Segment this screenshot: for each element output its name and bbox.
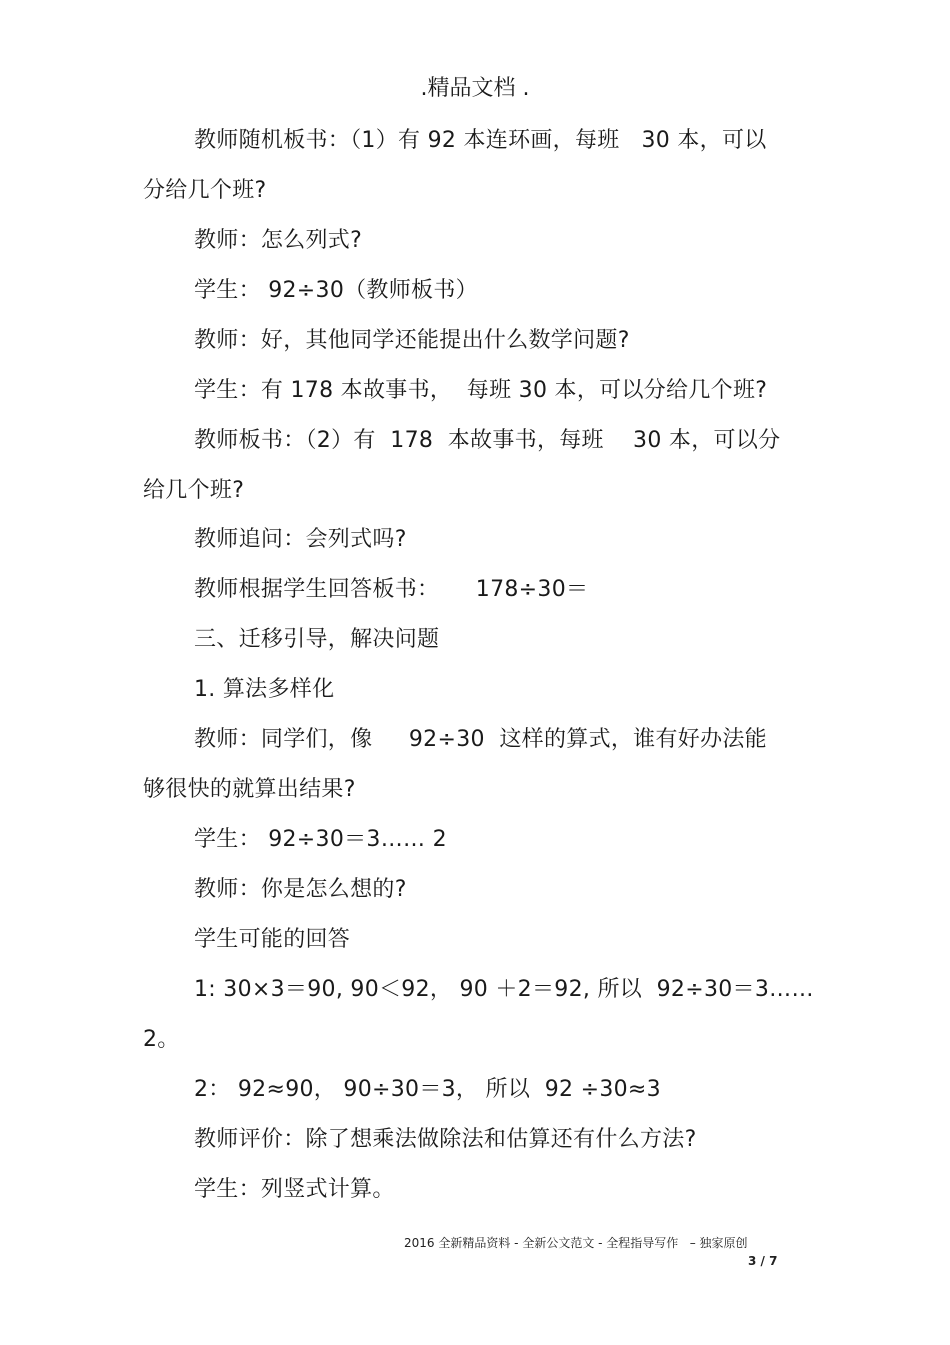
text-line: 够很快的就算出结果?: [143, 777, 356, 802]
page-number: 3 / 7: [748, 1254, 778, 1268]
text-line: 教师：同学们，像 92÷30 这样的算式，谁有好办法能: [194, 727, 767, 752]
text-line: 教师追问：会列式吗?: [194, 527, 407, 552]
page-header: .精品文档 .: [420, 76, 530, 101]
text-line: 分给几个班?: [143, 178, 267, 203]
text-line: 教师：你是怎么想的?: [194, 877, 407, 902]
text-line: 教师：好，其他同学还能提出什么数学问题?: [194, 328, 630, 353]
text-line: 教师评价：除了想乘法做除法和估算还有什么方法?: [194, 1127, 697, 1152]
text-line: 1: 30×3＝90, 90＜92， 90 ＋2＝92, 所以 92÷30＝3……: [194, 977, 814, 1002]
text-line: 2。: [143, 1027, 180, 1052]
page-footer: 2016 全新精品资料 - 全新公文范文 - 全程指导写作 – 独家原创: [404, 1236, 748, 1250]
text-line: 2： 92≈90， 90÷30＝3， 所以 92 ÷30≈3: [194, 1077, 661, 1102]
subsection-heading: 1. 算法多样化: [194, 677, 335, 702]
text-line: 学生：列竖式计算。: [194, 1177, 395, 1202]
text-line: 教师：怎么列式?: [194, 228, 363, 253]
text-line: 学生：有 178 本故事书， 每班 30 本，可以分给几个班?: [194, 378, 768, 403]
text-line: 学生： 92÷30＝3…… 2: [194, 827, 447, 852]
text-line: 给几个班?: [143, 478, 245, 503]
section-heading: 三、迁移引导，解决问题: [194, 627, 440, 652]
text-line: 学生可能的回答: [194, 927, 351, 952]
text-line: 学生： 92÷30（教师板书）: [194, 278, 478, 303]
text-line: 教师随机板书：（1）有 92 本连环画，每班 30 本，可以: [194, 128, 767, 153]
text-line: 教师根据学生回答板书： 178÷30＝: [194, 577, 589, 602]
text-line: 教师板书：（2）有 178 本故事书，每班 30 本，可以分: [194, 428, 781, 453]
